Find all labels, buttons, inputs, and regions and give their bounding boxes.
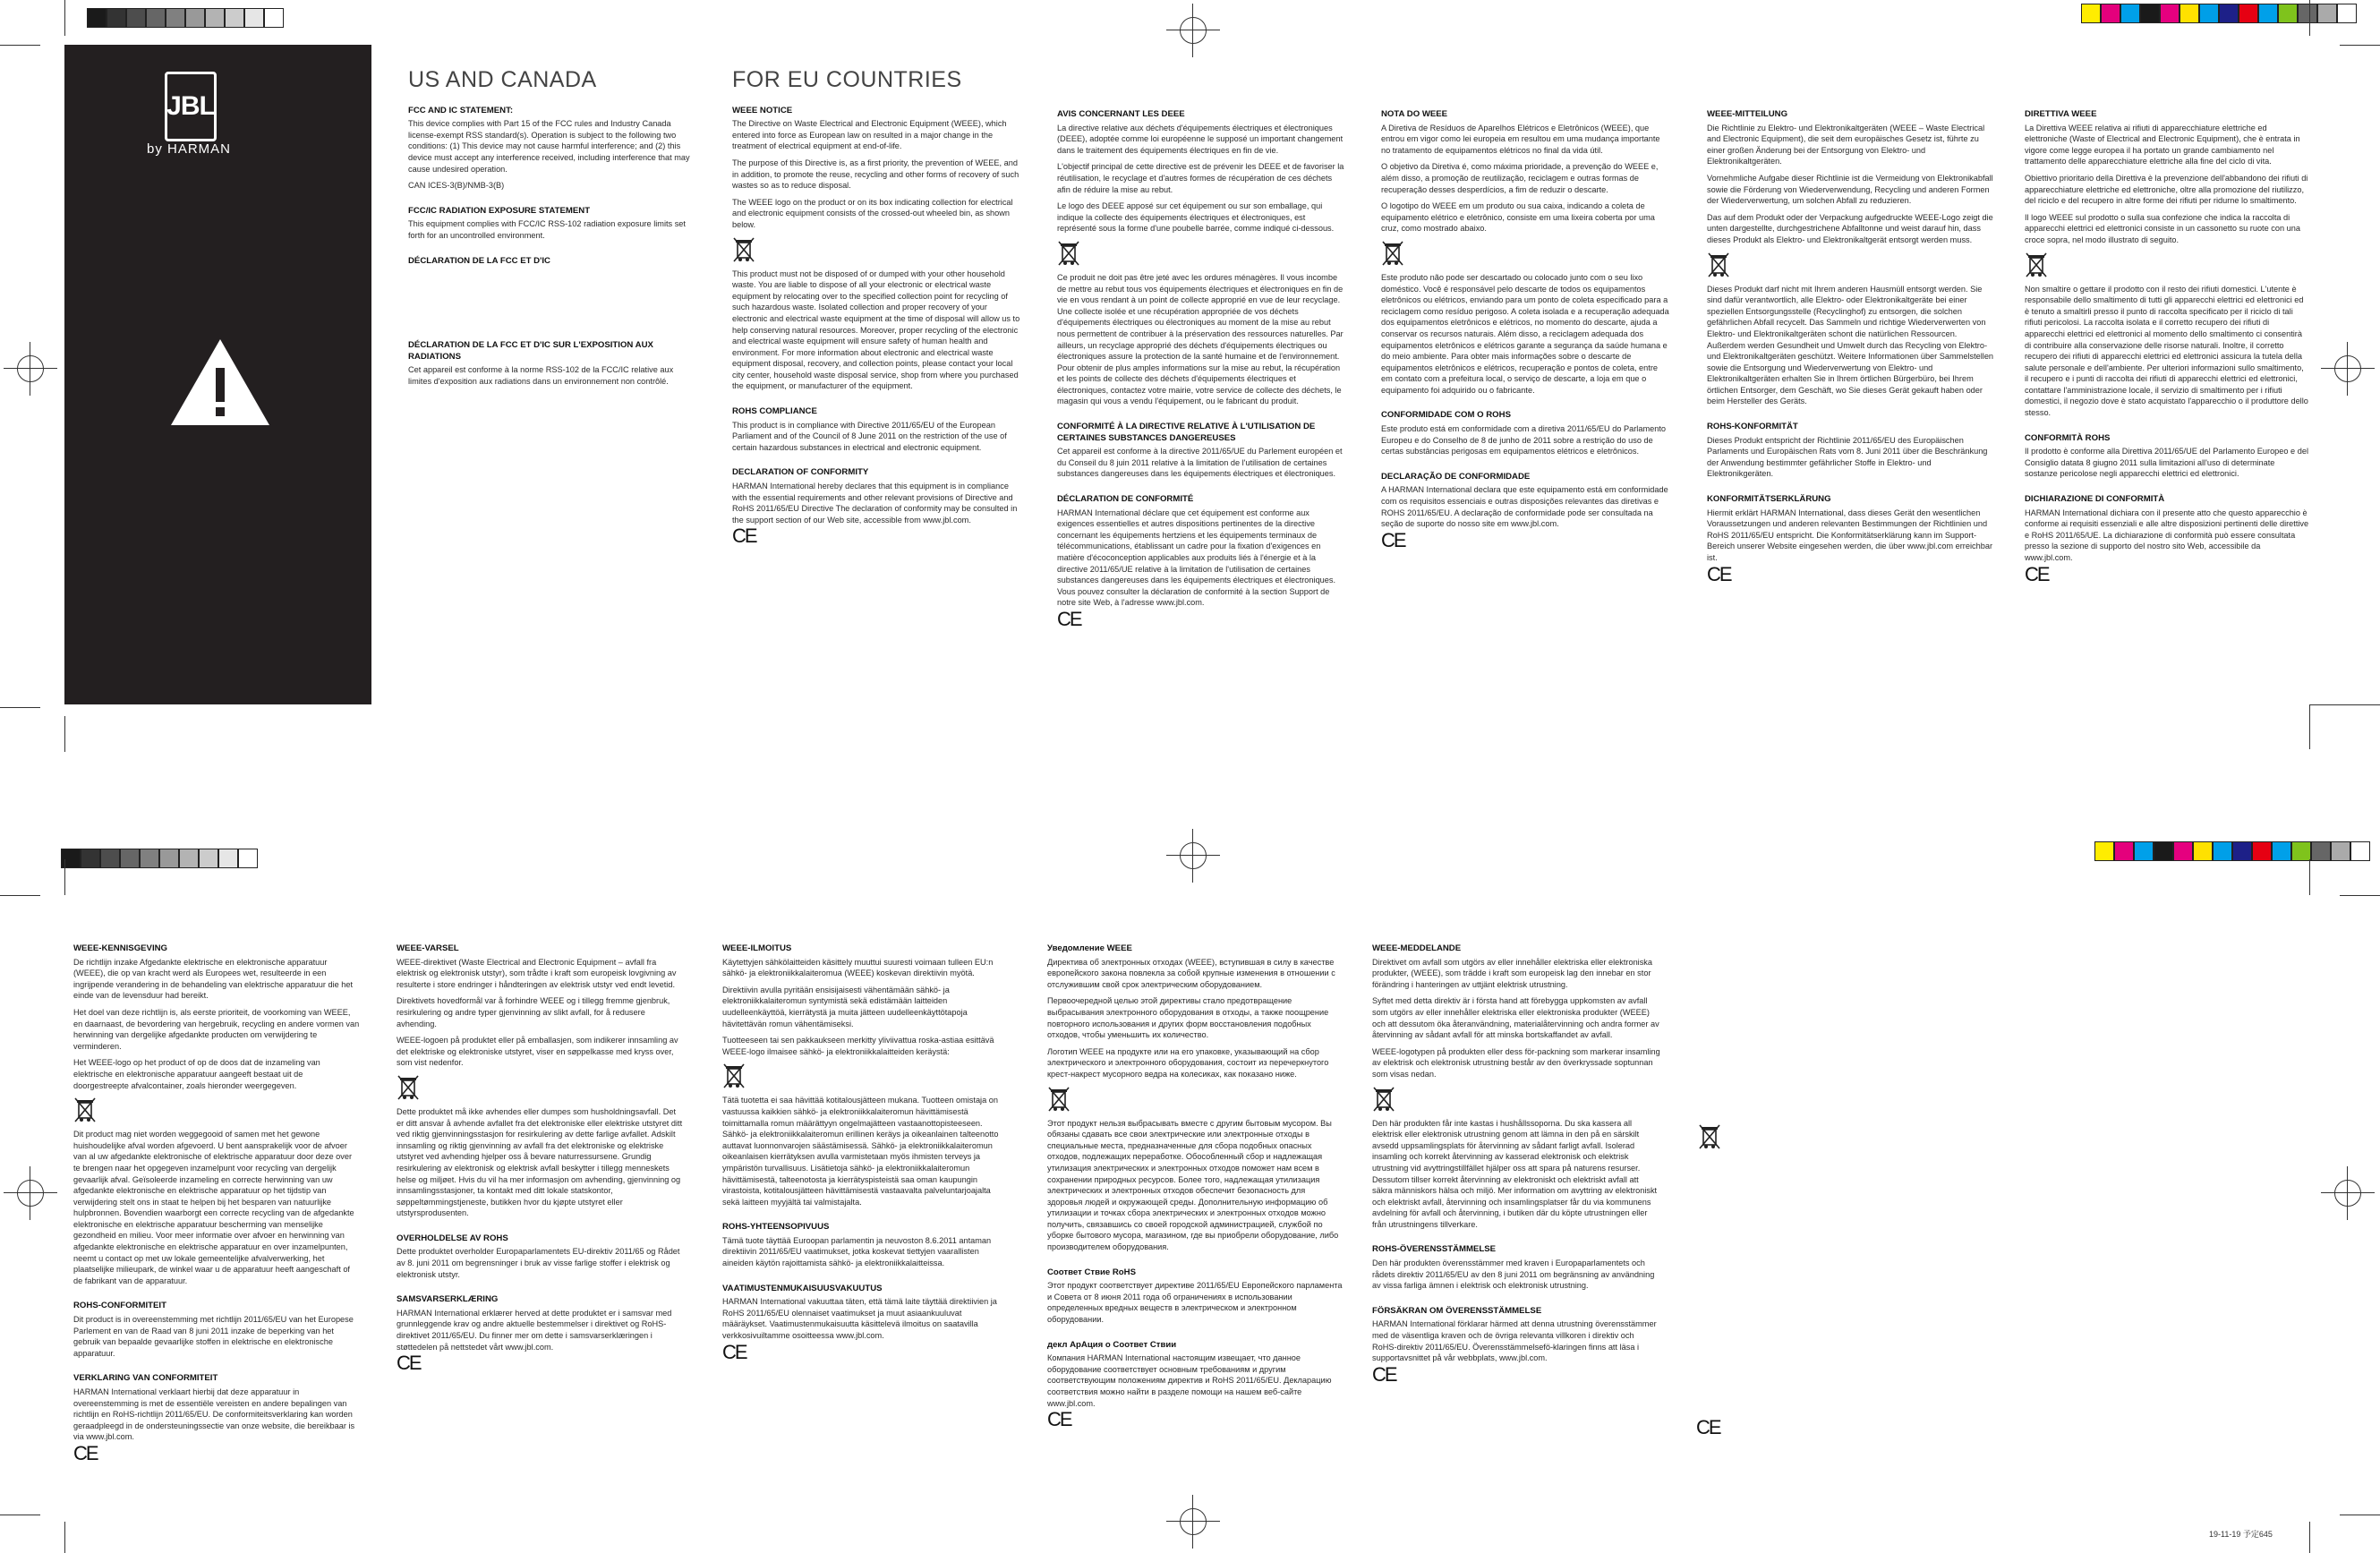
crossed-bin-icon (1707, 252, 1730, 278)
color-swatch (87, 8, 107, 28)
color-strip-bottom (2094, 841, 2370, 861)
weee-title: AVIS CONCERNANT LES DEEE (1057, 109, 1185, 119)
color-swatch (2232, 841, 2252, 861)
weee-paragraph: Die Richtlinie zu Elektro- und Elektronikaltgeräten (WEEE – Waste Electrical and Electronic Equipment), die seit dem europäisches Gesetz ist, führte zu einer großen Änderung bei der Entsorgung von Elektro- und Elektronikaltgeräten. (1707, 123, 1985, 166)
weee-paragraph: The WEEE logo on the product or on its box indicating collection for electrical and electronic equipment consists of the crossed-out wheeled bin, as shown below. (732, 197, 1013, 229)
color-swatch (146, 8, 166, 28)
color-swatch (159, 849, 179, 868)
doc-title: декл АрАция о Соответ Ствии (1047, 1339, 1177, 1350)
rohs-body: Этот продукт соответствует директиве 2011/65/EU Европейского парламента и Совета от 8 июня 2011 года об ограничениях в использовании определенных вредных веществ в электрическом и электронном оборудовании. (1047, 1281, 1343, 1325)
registration-mark-right (2321, 342, 2375, 396)
color-swatch (2219, 4, 2239, 23)
column-nl (73, 943, 360, 1464)
ce-mark: CE (1372, 1362, 1396, 1386)
print-code: 19-11-19 予定645 (2209, 1530, 2273, 1539)
declaration-fr-radiation-body: Cet appareil est conforme à la norme RSS-102 de la FCC/IC relative aux limites d'exposition aux radiations dans un environnement non contrôlé. (408, 365, 674, 386)
color-swatch (2291, 841, 2311, 861)
weee-title: WEEE-VARSEL (397, 943, 459, 953)
weee-paragraph: Het WEEE-logo op het product of op de doos dat de inzameling van elektrische en elektronische apparatuur aangeeft bestaat uit de doorgestreepte afvalcontainer, zoals hieronder weergegeven. (73, 1058, 320, 1090)
rohs-body: Este produto está em conformidade com a diretiva 2011/65/EU do Parlamento Europeu e do Conselho de 8 de junho de 2011 sobre a restrição do uso de certas substâncias perigosas em equipamentos elétricos e eletrônicos. (1381, 424, 1666, 457)
weee-paragraph: O logotipo do WEEE em um produto ou sua caixa, indicando a coleta de equipamento elétrico e eletrônico, consiste em uma lixeira coberta por uma cruz, como mostrado abaixo. (1381, 201, 1655, 234)
column-pt (1381, 109, 1669, 551)
rohs-body: Dit product is in overeenstemming met richtlijn 2011/65/EU van het Europese Parlement en van de Raad van 8 juni 2011 inzake de beperking van het gebruik van bepaalde gevaarlijke stoffen in elektrische en elektronische apparatuur. (73, 1315, 354, 1358)
warning-icon (167, 336, 273, 429)
rohs-title: Соответ Ствие RoHS (1047, 1267, 1136, 1277)
column-ru (1047, 943, 1343, 1431)
registration-mark-bottom (1166, 1495, 1220, 1549)
crossed-bin-icon (722, 1062, 746, 1089)
rohs-title: CONFORMIDADE COM O ROHS (1381, 410, 1511, 421)
ce-mark: CE (1047, 1408, 1071, 1431)
registration-mark-top (1166, 4, 1220, 57)
doc-body: Hiermit erklärt HARMAN International, dass dieses Gerät den wesentlichen Voraussetzungen und anderen relevanten Bestimmungen der Richtlinien und RoHS 2011/65/EU entspricht. Die Konformitätserklärung kann im Support-Bereich unserer Website eingesehen werden, die über www.jbl.com erreichbar ist. (1707, 508, 1993, 562)
color-swatch (81, 849, 100, 868)
weee-paragraph: Non smaltire o gettare il prodotto con il resto dei rifiuti domestici. L'utente è responsabile dello smaltimento di tutti gli apparecchi elettrici ed elettronici ed è tenuto a smaltirli presso il punto di raccolta specificato per il riciclo di tali rifiuti pericolosi. La raccolta isolata e il corretto recupero dei rifiuti di apparecchi elettrici ed elettronici al momento dello smaltimento ci consentirà di contribuire alla conservazione delle risorse naturali. Inoltre, il corretto recupero dei rifiuti di apparecchi elettrici ed elettronici assicura la tutela della salute personale e dell'ambiente. Per ulteriori informazioni sullo smaltimento, il recupero e i punti di raccolta dei rifiuti di apparecchi elettrici ed elettronici, contattare l'amministrazione locale, il servizio di smaltimento per i rifiuti domestici, il negozio dove è stato acquistato l'apparecchio o il produttore dello stesso. (2025, 284, 2308, 418)
registration-mark-left-2 (4, 1166, 57, 1220)
ce-mark: CE (1381, 528, 1405, 551)
crop-mark (64, 859, 65, 895)
doc-title: DÉCLARATION DE CONFORMITÉ (1057, 494, 1194, 505)
weee-paragraph: Логотип WEEE на продукте или на его упаковке, указывающий на сбор электрического и электронного оборудования, состоит из перечеркнутого крест-накрест мусорного ведра на колесиках, как показано ниже. (1047, 1046, 1329, 1079)
weee-paragraph: Das auf dem Produkt oder der Verpackung aufgedruckte WEEE-Logo zeigt die unten dargestellte, durchgestrichene Abfalltonne und weist darauf hin, dass dieses Produkt als Elektro- und Elektronikaltgerät entsorgt werden muss. (1707, 212, 1993, 244)
color-swatch (2278, 4, 2298, 23)
weee-paragraph: Tätä tuotetta ei saa hävittää kotitalousjätteen mukana. Tuotteen omistaja on vastuussa kaikkien sähkö- ja elektroniikkalaiteromun hävittämisestä toimittamalla romun määrättyyn ongelmajätteen vastaanottopisteeseen. Sähkö- ja elektroniikkalaiteromun erillinen keräys ja oikeanlainen talteenotto auttavat luonnonvarojen säästämisessä. Sähkö- ja elektroniikkalaiteromun oikeanlaisen kierrätyksen avulla varmistetaan myös ihmisten terveys ja ympäristön turvallisuus. Lisätietoja sähkö- ja elektroniikkalaiteromun hävittämisestä, talteenotosta ja kierrätyspisteistä saa oman kaupungin virastoista, kotitalousjätteen hävittämisestä vastaavalta palveluntarjoajalta sekä laitteen myyjältä tai valmistajalta. (722, 1096, 999, 1207)
weee-paragraph: Tuotteeseen tai sen pakkaukseen merkitty yliviivattua roska-astiaa esittävä WEEE-logo ilmaisee sähkö- ja elektroniikkalaitteiden keräystä: (722, 1036, 994, 1056)
color-swatch (2331, 841, 2350, 861)
weee-paragraph: Direktivets hovedformål var å forhindre WEEE og i tillegg fremme gjenbruk, resirkulering og andre typer gjenvinning av slikt avfall, for å redusere avhending. (397, 996, 670, 1028)
grayscale-strip-bottom (61, 849, 258, 868)
ce-mark: CE (1707, 562, 1731, 585)
doc-body: HARMAN International dichiara con il presente atto che questo apparecchio è conforme ai requisiti essenziali e alle altre disposizioni pertinenti delle direttive e RoHS 2011/65/UE. La dichiarazione di conformità può essere consultata presso la sezione di supporto del nostro sito Web, accessibile da www.jbl.com. (2025, 508, 2309, 562)
color-swatch (2213, 841, 2232, 861)
weee-paragraph: Ce produit ne doit pas être jeté avec les ordures ménagères. Il vous incombe de mettre au rebut tous vos équipements électriques et électroniques en fin de vie en vous rendant à un point de collecte approprié en vue de leur recyclage. Une collecte isolée et une récupération appropriée de vos déchets d'équipements électriques ou électroniques au moment de la mise au rebut nous permettent de contribuer à la préservation des ressources naturelles. Par ailleurs, un recyclage approprié des déchets d'équipements électriques ou électroniques assure la protection de la santé humaine et de l'environnement. Pour obtenir de plus amples informations sur la mise au rebut, la récupération et les points de collecte des déchets d'équipements électriques et électroniques, contactez votre mairie, votre service de collecte des déchets, le magasin qui vous a vendu l'équipement, ou le fabricant du produit. (1057, 272, 1344, 406)
weee-paragraph: Этот продукт нельзя выбрасывать вместе с другим бытовым мусором. Вы обязаны сдавать все свои электрические или электронные отходы в специальные места, предназначенные для сбора подобных опасных отходов, подлежащих переработке. Обособленный сбор и надлежащая утилизация электрических и электронных отходов поможет нам всем в сохранении природных ресурсов. Более того, надлежащая утилизация электрических и электронных отходов обеспечит безопасность для здоровья людей и окружающей среды. Дополнительную информацию об утилизации и точках сбора электрических и электронных отходов можно получить, связавшись со своей городской администрацией, службой по уборке бытового мусора, магазином, где вы приобрели оборудование, либо производителем оборудования. (1047, 1118, 1339, 1252)
color-swatch (2160, 4, 2180, 23)
color-swatch (2154, 841, 2173, 861)
crop-mark (2340, 895, 2380, 896)
color-swatch (140, 849, 159, 868)
weee-paragraph: A Diretiva de Resíduos de Aparelhos Elétricos e Eletrônicos (WEEE), que entrou em vigor como lei europeia em resultou em uma mudança importante no tratamento de equipamentos elétricos no final da vida útil. (1381, 123, 1660, 155)
rohs-title: ROHS-YHTEENSOPIVUUS (722, 1222, 830, 1233)
crossed-bin-icon (2025, 252, 2048, 278)
rohs-title: ROHS COMPLIANCE (732, 406, 817, 417)
weee-paragraph: The purpose of this Directive is, as a first priority, the prevention of WEEE, and in addition, to promote the reuse, recycling and other forms of recovery of such wastes so as to reduce disposal. (732, 158, 1019, 191)
rohs-title: ROHS-CONFORMITEIT (73, 1301, 166, 1311)
crop-mark (2309, 704, 2380, 705)
doc-title: SAMSVARSERKLÆRING (397, 1294, 499, 1305)
color-swatch (2180, 4, 2199, 23)
declaration-fr-radiation-title: DÉCLARATION DE LA FCC ET D'IC SUR L'EXPOSITION AUX RADIATIONS (408, 340, 653, 362)
ce-mark: CE (1057, 607, 1081, 630)
doc-body: Компания HARMAN International настоящим извещает, что данное оборудование соответствует основным требованиям и другим соответствующим положениям директив и RoHS 2011/65/EU. Декларацию соответствия можно найти в разделе помощи на нашем веб-сайте www.jbl.com. (1047, 1353, 1332, 1408)
color-swatch (2140, 4, 2160, 23)
doc-title: FÖRSÄKRAN OM ÖVERENSSTÄMMELSE (1372, 1305, 1542, 1316)
crossed-bin-icon (1698, 1123, 1721, 1150)
doc-title: KONFORMITÄTSERKLÄRUNG (1707, 494, 1831, 505)
crop-mark (64, 1522, 65, 1553)
ce-mark: CE (722, 1340, 746, 1363)
weee-paragraph: La directive relative aux déchets d'équipements électriques et électroniques (DEEE), adoptée comme loi européenne le supposé un important changement dans le traitement des équipements électriques en fin de vie. (1057, 123, 1344, 155)
crossed-bin-icon (1057, 240, 1080, 267)
weee-title: WEEE-MITTEILUNG (1707, 109, 1788, 119)
weee-paragraph: Il logo WEEE sul prodotto o sulla sua confezione che indica la raccolta di apparecchi elettrici ed elettronici consiste in un cassonetto su ruote con una croce sopra, nel modo illustrato di seguito. (2025, 212, 2300, 244)
weee-title: WEEE NOTICE (732, 105, 793, 115)
crop-mark (2309, 859, 2310, 895)
doc-body: HARMAN International déclare que cet équipement est conforme aux exigences essentielles et autres dispositions pertinentes de la directive concernant les équipements hertziens et les équipements terminaux de télécommunications, établissant un cadre pour la fixation d'exigences en matière d'écoconception applicables aux produits liés à l'énergie et à la directive 2011/65/UE relative à la limitation de l'utilisation de certaines substances dangereuses dans les équipements électriques et électroniques. Vous pouvez consulter la déclaration de conformité à la section Support de notre site Web, à l'adresse www.jbl.com. (1057, 508, 1336, 608)
rohs-title: ROHS-ÖVERENSSTÄMMELSE (1372, 1244, 1497, 1255)
color-swatch (166, 8, 185, 28)
ce-mark: CE (732, 525, 756, 548)
rohs-body: Tämä tuote täyttää Euroopan parlamentin ja neuvoston 8.6.2011 antaman direktiivin 2011/65/EU vaatimukset, jotka koskevat tiettyjen vaarallisten aineiden käytön rajoittamista sähkö- ja elektroniikkalaitteissa. (722, 1235, 992, 1268)
color-swatch (2298, 4, 2317, 23)
grayscale-strip-top (87, 8, 284, 28)
crop-mark (2340, 45, 2380, 46)
color-swatch (2114, 841, 2134, 861)
color-swatch (179, 849, 199, 868)
registration-mark-mid (1166, 829, 1220, 883)
color-swatch (2337, 4, 2357, 23)
color-swatch (2311, 841, 2331, 861)
ce-mark: CE (73, 1441, 98, 1464)
weee-title: DIRETTIVA WEEE (2025, 109, 2097, 119)
rohs-body: Dieses Produkt entspricht der Richtlinie 2011/65/EU des Europäischen Parlaments und Europäischen Rats vom 8. Juni 2011 über die Beschränkung der Anwendung bestimmter gefährlicher Stoffe in Elektro- und Elektronikgeräten. (1707, 435, 1988, 479)
weee-paragraph: WEEE-direktivet (Waste Electrical and Electronic Equipment – avfall fra elektrisk og elektronisk utstyr), som trådte i kraft som europeisk lovgivning av resulterte i store endringer i håndteringen av elektrisk utstyr ved endt levetid. (397, 957, 677, 989)
weee-paragraph: Первоочередной целью этой директивы стало предотвращение выбрасывания электронного оборудования в отходы, а также поощрение повторного использования и других форм восстановления подобных отходов, чтобы уменьшить их количество. (1047, 996, 1329, 1040)
crossed-bin-icon (732, 236, 755, 263)
weee-paragraph: The Directive on Waste Electrical and Electronic Equipment (WEEE), which entered into force as European law on resulted in a major change in the treatment of electrical equipment at end-of-life. (732, 119, 1007, 151)
declaration-fr-title: DÉCLARATION DE LA FCC ET D'IC (408, 255, 550, 266)
doc-body: A HARMAN International declara que este equipamento está em conformidade com os requisitos essenciais e outras disposições relevantes das diretivas e ROHS 2011/65/EU. A declaração de conformidade pode ser consultada na seção de suporte do nosso site em www.jbl.com. (1381, 485, 1668, 529)
color-swatch (264, 8, 284, 28)
rohs-title: OVERHOLDELSE AV ROHS (397, 1233, 508, 1243)
rohs-body: Den här produkten överensstämmer med kraven i Europaparlamentets och rådets direktiv 2011/65/EU av den 8 juni 2011 om begränsning av användning av vissa farliga ämnen i elektrisk och elektronisk utrustning. (1372, 1259, 1655, 1291)
column-no (397, 943, 683, 1375)
weee-title: WEEE-ILMOITUS (722, 943, 792, 953)
weee-paragraph: Директива об электронных отходах (WEEE), вступившая в силу в качестве европейского закона повлекла за собой крупные изменения в отношении с отслужившим свой срок электрическим оборудованием. (1047, 957, 1335, 989)
ices-code: CAN ICES-3(B)/NMB-3(B) (408, 181, 505, 191)
brand-panel (64, 45, 371, 704)
color-swatch (100, 849, 120, 868)
weee-paragraph: Este produto não pode ser descartado ou colocado junto com o seu lixo doméstico. Você é responsável pelo descarte de todos os equipamentos eletrônicos ou elétricos, enviando para um ponto de coleta especificado para a reciclagem como resíduo perigoso. A coleta isolada e a recuperação adequada dos equipamentos eletrônicos e elétricos, no momento do descarte, ajuda a conservar os recursos naturais. Além disso, a reciclagem adequada dos equipamentos eletrônicos e elétricos garante a segurança da saúde humana e do meio ambiente. Para obter mais informações sobre o descarte de equipamentos eletrônicos e elétricos, recuperação e pontos de coleta, entre em contato com a prefeitura local, o serviço de descarte, a loja em que o equipamento foi adquirido ou o fabricante. (1381, 272, 1669, 395)
color-swatch (126, 8, 146, 28)
color-swatch (185, 8, 205, 28)
crossed-bin-icon (73, 1096, 97, 1123)
rohs-body: Dette produktet overholder Europaparlamentets EU-direktiv 2011/65 og Rådet av 8. juni 2011 om begrensninger i bruk av visse farlige stoffer i elektrisk og elektronisk utstyr. (397, 1247, 680, 1279)
color-swatch (205, 8, 225, 28)
weee-paragraph: WEEE-logotypen på produkten eller dess för-packning som markerar insamling av elektrisk och elektronisk utrustning består av den överkryssade soptunnan som visas nedan. (1372, 1046, 1660, 1079)
registration-mark-right-2 (2321, 1166, 2375, 1220)
color-swatch (2350, 841, 2370, 861)
column-sv (1372, 943, 1660, 1386)
color-swatch (2199, 4, 2219, 23)
fcc-ic-body: This device complies with Part 15 of the FCC rules and Industry Canada license-exempt RSS standard(s). Operation is subject to the following two conditions: (1) This device may not cause harmful interference; and (2) this device must accept any interference received, including interference that may cause undesired operation. (408, 119, 690, 174)
doc-title: VAATIMUSTENMUKAISUUSVAKUUTUS (722, 1283, 883, 1293)
crop-mark (2309, 0, 2310, 36)
color-swatch (2258, 4, 2278, 23)
crossed-bin-icon (1381, 240, 1404, 267)
color-swatch (244, 8, 264, 28)
color-swatch (2173, 841, 2193, 861)
weee-paragraph: WEEE-logoen på produktet eller på emballasjen, som indikerer innsamling av det elektriske og elektroniske utstyret, viser en søppelkasse med kryss over, som vist nedenfor. (397, 1036, 678, 1068)
crossed-bin-icon (1047, 1086, 1071, 1113)
doc-body: HARMAN International erklærer herved at dette produktet er i samsvar med grunnleggende krav og andre aktuelle bestemmelser i direktivet og RoHS-direktivet 2011/65/EU. Du finner mer om dette i samsvarserklæringen i støttedelen på nettstedet vårt www.jbl.com. (397, 1308, 672, 1352)
rohs-body: Cet appareil est conforme à la directive 2011/65/UE du Parlement européen et du Conseil du 8 juin 2011 relative à la limitation de l'utilisation de certaines substances dangereuses dans les équipements électriques et électroniques. (1057, 447, 1343, 479)
weee-paragraph: Direktivet om avfall som utgörs av eller innehåller elektriska eller elektroniska produkter, (WEEE), som trädde i kraft som europeisk lag den innebar en stor förändring i hanteringen av uttjänt elektrisk utrustning. (1372, 957, 1653, 989)
column-fi (722, 943, 1009, 1363)
radiation-title: FCC/IC RADIATION EXPOSURE STATEMENT (408, 205, 591, 216)
color-swatch (2120, 4, 2140, 23)
crop-mark (0, 895, 40, 896)
column-it (2025, 109, 2309, 585)
color-swatch (2317, 4, 2337, 23)
column-eu (732, 67, 1020, 548)
doc-body: HARMAN International verklaart hierbij dat deze apparatuur in overeenstemming is met de essentiële vereisten en andere bepalingen van richtlijn en RoHS-richtlijn 2011/65/EU. De conformiteitsverklaring kan worden geraadpleegd in de ondersteuningssectie van onze website, die bereikbaar is via www.jbl.com. (73, 1387, 355, 1442)
doc-title: DECLARATION OF CONFORMITY (732, 467, 869, 478)
color-swatch (2134, 841, 2154, 861)
rohs-title: CONFORMITÀ ROHS (2025, 432, 2111, 443)
weee-paragraph: Dieses Produkt darf nicht mit Ihrem anderen Hausmüll entsorgt werden. Sie sind dafür verantwortlich, alle Elektro- oder Elektronikaltgeräte bei einer speziellen Entsorgungsstelle (Recyclinghof) zu entsorgen, die solchen gefährlichen Abfall recycelt. Das Sammeln und richtige Wiederverwerten von Elektro- und Elektronikaltgeräten schont die natürlichen Ressourcen. Außerdem werden Gesundheit und Umwelt durch das Recycling von Elektro- und Elektronikaltgeräten geschützt. Weitere Informationen über Sammelstellen sowie die Entsorgung und Wiederverwertung von Elektro- und Elektronikaltgeräten erhalten Sie in Ihrem örtlichen Bürgerbüro, bei Ihrem örtlichen Entsorger, dem Geschäft, wo Sie dieses Gerät gekauft haben oder beim Hersteller des Geräts. (1707, 284, 1994, 406)
color-swatch (107, 8, 126, 28)
color-strip-top (2081, 4, 2357, 23)
weee-paragraph: O objetivo da Diretiva é, como máxima prioridade, a prevenção do WEEE e, além disso, a promoção de reutilização, reciclagem e outras formas de recuperação desses desperdícios, a fim de reduzir o descarte. (1381, 162, 1659, 194)
jbl-badge: JBL (165, 72, 217, 141)
column-de (1707, 109, 1995, 585)
color-swatch (218, 849, 238, 868)
weee-paragraph: De richtlijn inzake Afgedankte elektrische en elektronische apparatuur (WEEE), die op van kracht werd als Europees wet, resulteerde in een ingrijpende verandering in de behandeling van elektrische apparatuur die het einde van de levensduur had bereikt. (73, 957, 354, 1001)
crop-mark (64, 0, 65, 36)
column-fr (1057, 109, 1345, 630)
color-swatch (2272, 841, 2291, 861)
crossed-bin-icon (1372, 1086, 1395, 1113)
weee-paragraph: Syftet med detta direktiv är i första hand att förebygga uppkomsten av avfall som utgörs av eller innehåller elektriska eller elektroniska produkter (WEEE) och att dessutom öka återanvändning, materialåtervinning och andra former av återvinning av sådant avfall för att minska bortskaffandet av avfall. (1372, 996, 1659, 1040)
doc-body: HARMAN International förklarar härmed att denna utrustning överensstämmer med de väsentliga kraven och de övriga relevanta villkoren i direktiv och RoHS-direktiv 2011/65/EU. Överensstämmelsefö-klaringen finns att läsa i supportavsnittet på vår webbplats, www.jbl.com. (1372, 1319, 1657, 1363)
color-swatch (2239, 4, 2258, 23)
crop-mark (0, 45, 40, 46)
crop-mark (2309, 1522, 2310, 1553)
color-swatch (238, 849, 258, 868)
ce-mark: CE (397, 1352, 421, 1375)
weee-paragraph: Le logo des DEEE apposé sur cet équipement ou sur son emballage, qui indique la collecte des équipements électriques et électroniques, est représenté sous la forme d'une poubelle barrée, comme indiqué ci-dessous. (1057, 201, 1335, 234)
weee-paragraph: L'objectif principal de cette directive est de prévenir les DEEE et de favoriser la réutilisation, le recyclage et d'autres formes de récupération de ces déchets afin de réduire la mise au rebut. (1057, 162, 1344, 194)
fcc-ic-title: FCC AND IC STATEMENT: (408, 105, 514, 115)
weee-title: WEEE-MEDDELANDE (1372, 943, 1462, 953)
weee-title: NOTA DO WEEE (1381, 109, 1448, 119)
weee-paragraph: Het doel van deze richtlijn is, als eerste prioriteit, de voorkoming van WEEE, en daarnaast, de bevordering van hergebruik, recycling en andere vormen van herwinning van dergelijke afgedankte producten om verwijdering te verminderen. (73, 1007, 360, 1051)
weee-paragraph: Käytettyjen sähkölaitteiden käsittely muuttui suuresti voimaan tulleen EU:n sähkö- ja elektroniikkalaiteromua (WEEE) koskevan direktiivin myötä. (722, 957, 994, 978)
color-swatch (2101, 4, 2120, 23)
radiation-body: This equipment complies with FCC/IC RSS-102 radiation exposure limits set forth for an uncontrolled environment. (408, 219, 686, 240)
section-heading: FOR EU COUNTRIES (732, 67, 962, 92)
weee-paragraph: Den här produkten får inte kastas i hushållssoporna. Du ska kassera all elektrisk eller elektronisk utrustning genom att lämna in den på en särskilt avsedd uppsamlingsplats för återvinning av sådant farligt avfall. Isolerad insamling och korrekt återvinning av kasserad elektronisk och elektrisk utrustning vid avyttringstillfället hjälper oss att spara på naturens resurser. Dessutom tillser korrekt återvinning av elektroniskt och elektriskt avfall att säkra människors hälsa och miljö. Mer information om avyttring av elektroniskt och elektriskt avfall, återvinning och insamlingsplatser får du via kommunens avdelning för avfall och återvinning, i butiken där du köpte utrustningen eller från utrustningens tillverkare. (1372, 1118, 1658, 1229)
doc-title: DECLARAÇÃO DE CONFORMIDADE (1381, 471, 1531, 482)
doc-body: HARMAN International vakuuttaa täten, että tämä laite täyttää direktiivien ja RoHS 2011/65/EU olennaiset vaatimukset ja muut asiaankuuluvat määräykset. Vaatimustenmukaisuutta käsittelevä ilmoitus on saatavilla verkkosivuiltamme osoitteessa www.jbl.com. (722, 1297, 997, 1341)
doc-title: VERKLARING VAN CONFORMITEIT (73, 1373, 218, 1384)
jbl-logo (140, 72, 238, 175)
doc-title: DICHIARAZIONE DI CONFORMITÀ (2025, 494, 2165, 505)
weee-paragraph: Dette produktet må ikke avhendes eller dumpes som husholdningsavfall. Det er ditt ansvar å avhende avfallet fra det elektroniske eller elektriske utstyret ditt ved riktig gjenvinningsstasjon for resirkulering av dette farlige avfallet. Adskilt innsamling og riktig gjenvinning av avfall fra det elektroniske og elektriske utstyret ved avhending hjelper oss å bevare naturressursene. Grundig resirkulering av elektronisk og elektrisk avfall beskytter i tillegg menneskets helse og miljøet. Hvis du vil ha mer informasjon om avhending, gjenvinning og innsamlingsstasjoner, ta kontakt med ditt lokale statskontor, søppeltømmingstjeneste, butikken hvor du kjøpte utstyret eller utstyrsprodusenten. (397, 1106, 683, 1218)
rohs-body: This product is in compliance with Directive 2011/65/EU of the European Parliament and of the Council of 8 June 2011 on the restriction of the use of certain hazardous substances in electrical and electronic equipment. (732, 420, 1007, 452)
color-swatch (120, 849, 140, 868)
doc-body: HARMAN International hereby declares that this equipment is in compliance with the essential requirements and other relevant provisions of Directive and RoHS 2011/65/EU Directive The declaration of conformity may be consulted in the support section of our Web site, accessible from www.jbl.com. (732, 482, 1018, 525)
registration-mark-left (4, 342, 57, 396)
weee-title: Уведомление WEEE (1047, 943, 1132, 953)
color-swatch (2081, 4, 2101, 23)
rohs-title: ROHS-KONFORMITÄT (1707, 422, 1798, 432)
ce-mark: CE (1696, 1416, 1720, 1438)
crop-mark (64, 716, 65, 752)
rohs-body: Il prodotto è conforme alla Direttiva 2011/65/UE del Parlamento Europeo e del Consiglio datata 8 giugno 2011 sulla limitazioni all'uso di determinate sostanze pericolose negli apparecchi elettrici ed elettronici. (2025, 447, 2308, 479)
color-swatch (225, 8, 244, 28)
ce-mark: CE (2025, 562, 2049, 585)
harman-sublogo: by HARMAN (146, 141, 231, 157)
section-heading: US AND CANADA (408, 67, 597, 92)
crossed-bin-icon (397, 1074, 420, 1101)
weee-paragraph: La Direttiva WEEE relativa ai rifiuti di apparecchiature elettriche ed elettroniche (Waste of Electrical and Electronic Equipment), che è entrata in vigore come legge europea il ha portato un grande cambiamento nel trattamento delle apparecchiature elettriche alla fine del ciclo di vita. (2025, 123, 2300, 166)
weee-paragraph: Direktiivin avulla pyritään ensisijaisesti vähentämään sähkö- ja elektroniikkalaiteromun syntymistä sekä edistämään laitteiden uudelleenkäyttöä, kierrätystä ja muita jätteen uudelleenkäyttötapoja hävitettävän romun vähentämiseksi. (722, 985, 968, 1028)
weee-paragraph: Vornehmliche Aufgabe dieser Richtlinie ist die Vermeidung von Elektronikabfall sowie die Förderung von Wiederverwendung, Recycling und anderen Formen der Wiederverwertung, um solchen Abfall zu reduzieren. (1707, 173, 1993, 206)
color-swatch (2252, 841, 2272, 861)
crop-mark (2309, 704, 2310, 749)
weee-paragraph: Dit product mag niet worden weggegooid of samen met het gewone huishoudelijke afval worden afgevoerd. U bent aansprakelijk voor de afvoer van al uw afgedankte elektronische of elektrische apparatuur door deze over te brengen naar het opgegeven inzamelpunt voor recycling van dergelijk gevaarlijk afval. Geïsoleerde inzameling en correcte herwinning van uw afgedankte elektronische en elektrische apparatuur op het tijdstip van verwijdering stelt ons in staat te helpen bij het besparen van natuurlijke hulpbronnen. Bovendien waarborgt een correcte recycling van de afgedankte elektronische en elektrische apparatuur bescherming van menselijke gezondheid en milieu. Voor meer informatie over afvoer en herwinning van afgedankte elektronische en elektrische apparatuur en over inzamelpunten, neemt u contact op met uw lokale gemeentelijke afvalverwerking, het plaatselijke milieupark, de winkel waar u de apparatuur heeft aangeschaft of de fabrikant van de apparatuur. (73, 1130, 354, 1285)
weee-title: WEEE-KENNISGEVING (73, 943, 168, 953)
rohs-title: CONFORMITÉ À LA DIRECTIVE RELATIVE À L'UTILISATION DE CERTAINES SUBSTANCES DANGEREUSES (1057, 422, 1316, 443)
color-swatch (199, 849, 218, 868)
color-swatch (2094, 841, 2114, 861)
column-us-canada (408, 67, 693, 393)
color-swatch (2193, 841, 2213, 861)
weee-paragraph: Obiettivo prioritario della Direttiva è la prevenzione dell'abbandono dei rifiuti di apparecchiature elettriche ed elettroniche, oltre alla promozione del riutilizzo, del riciclo e del recupero in altre forme dei rifiuti per ridurne lo smaltimento. (2025, 173, 2308, 206)
weee-paragraph: This product must not be disposed of or dumped with your other household waste. You are liable to dispose of all your electronic or electrical waste equipment by relocating over to the specified collection point for recycling of such hazardous waste. Isolated collection and proper recovery of your electronic and electrical waste equipment at the time of disposal will allow us to help conserving natural resources. Moreover, proper recycling of the electronic and electrical waste equipment will ensure safety of human health and environment. For more information about electronic and electrical waste equipment disposal, recovery, and collection points, please contact your local city center, household waste disposal service, shop from where you purchased the equipment, or manufacturer of the equipment. (732, 269, 1020, 391)
crop-mark (0, 707, 40, 708)
